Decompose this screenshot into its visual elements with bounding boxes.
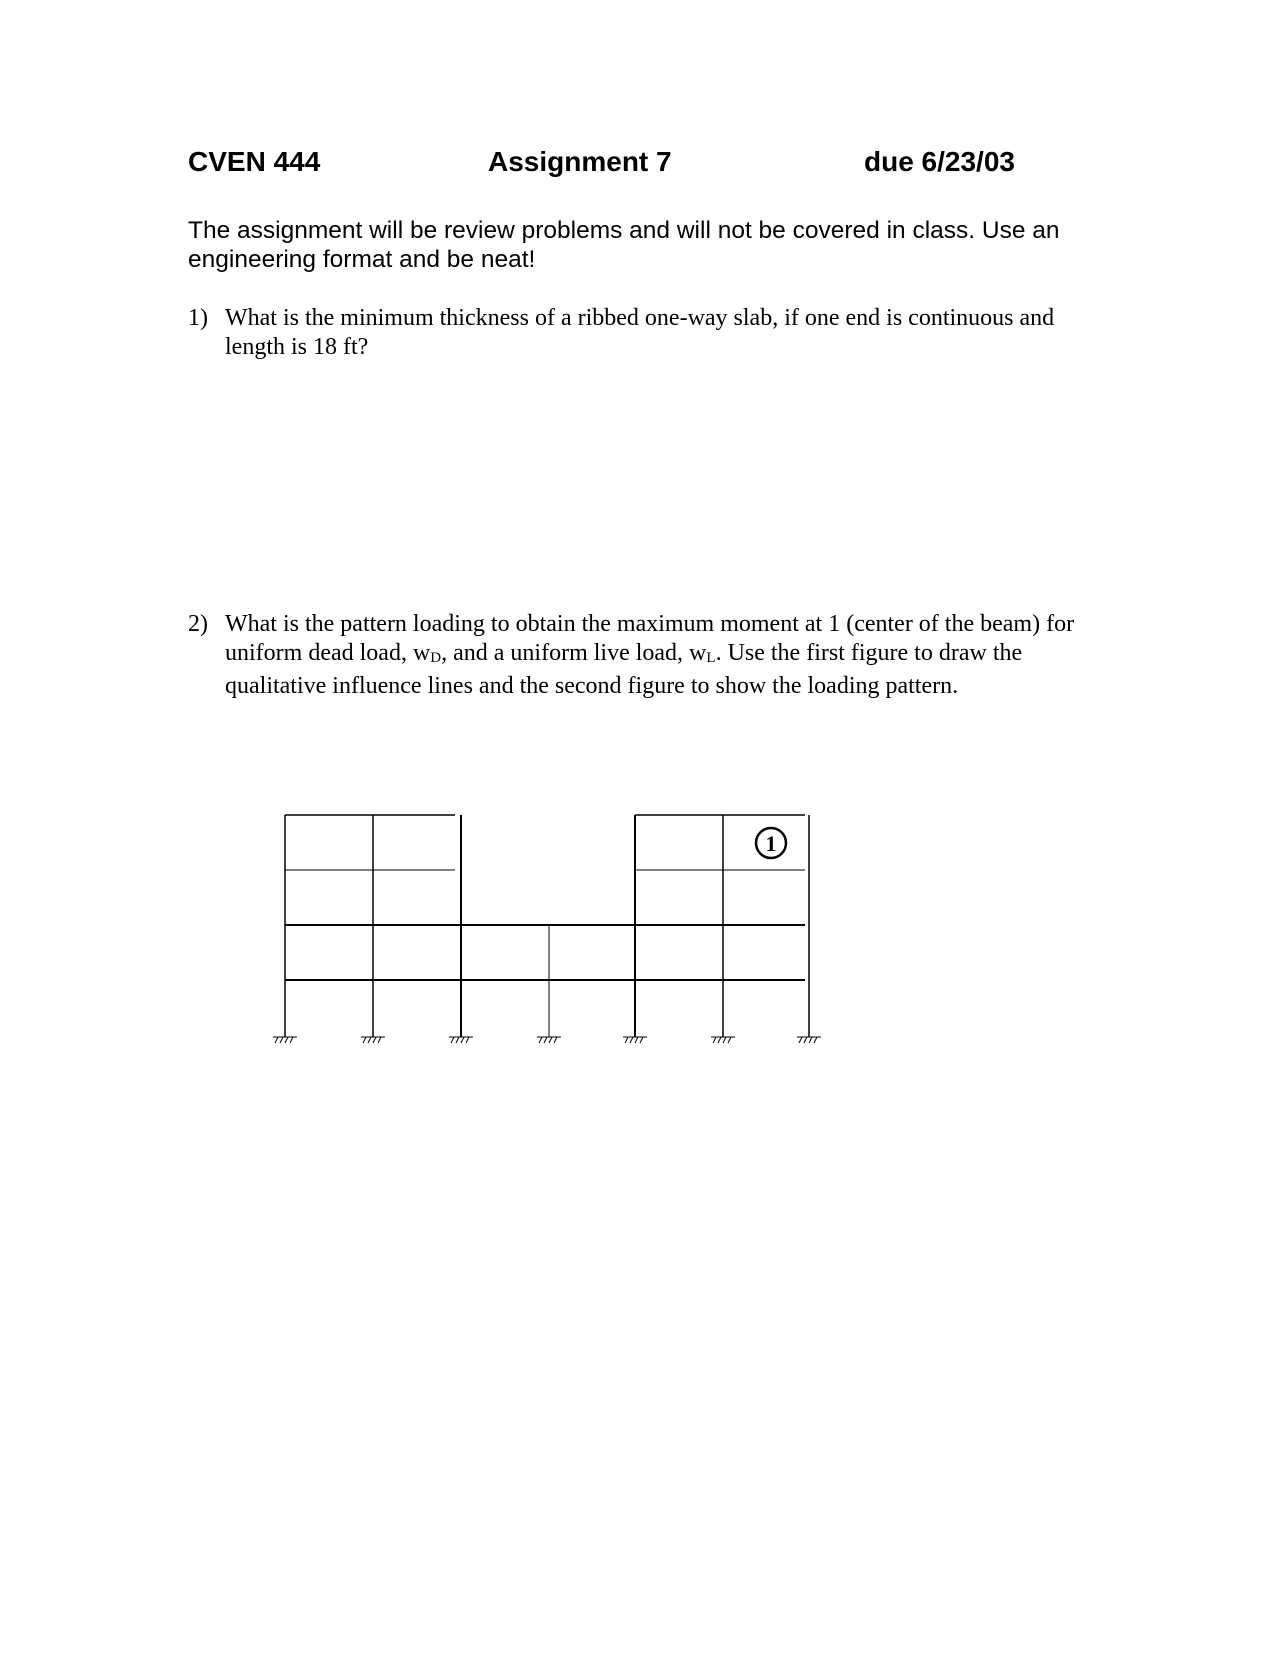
frame-structure [285,815,809,1037]
point-1-marker [756,828,786,858]
problem-1 [188,304,1088,361]
problem-text-part: . Use the first figure to draw the qualitative influence lines and the second figure to show the loading pattern. [225,639,1023,699]
fixed-support-icon [797,1037,821,1043]
fixed-support-icon [537,1037,561,1043]
assignment-header [0,146,1280,186]
marker-label: 1 [765,831,777,856]
problem-text-part: What is the pattern loading to obtain the maximum moment at 1 (center of the beam) for uniform dead load, w [225,611,1075,666]
fixed-support-icon [449,1037,473,1043]
problem-number: 2) [188,611,208,637]
problem-text [225,610,1088,701]
problem-text: What is the minimum thickness of a ribbed one-way slab, if one end is continuous and length is 18 ft? [225,305,1055,360]
course-code: CVEN 444 [188,146,321,177]
due-date: due 6/23/03 [864,146,1015,177]
fixed-support-icon [361,1037,385,1043]
dead-load-subscript: D [430,649,442,666]
intro-paragraph: The assignment will be review problems and will not be covered in class. Use an engineering format and be neat! [188,217,1060,273]
fixed-support-icon [273,1037,297,1043]
fixed-supports [273,1037,821,1043]
problem-2 [188,610,1088,701]
frame-figure [260,800,830,1060]
problem-number: 1) [188,305,208,331]
assignment-title: Assignment 7 [488,146,672,177]
fixed-support-icon [711,1037,735,1043]
problem-text-part: , and a uniform live load, w [441,639,707,666]
fixed-support-icon [623,1037,647,1043]
live-load-subscript: L [706,649,716,666]
